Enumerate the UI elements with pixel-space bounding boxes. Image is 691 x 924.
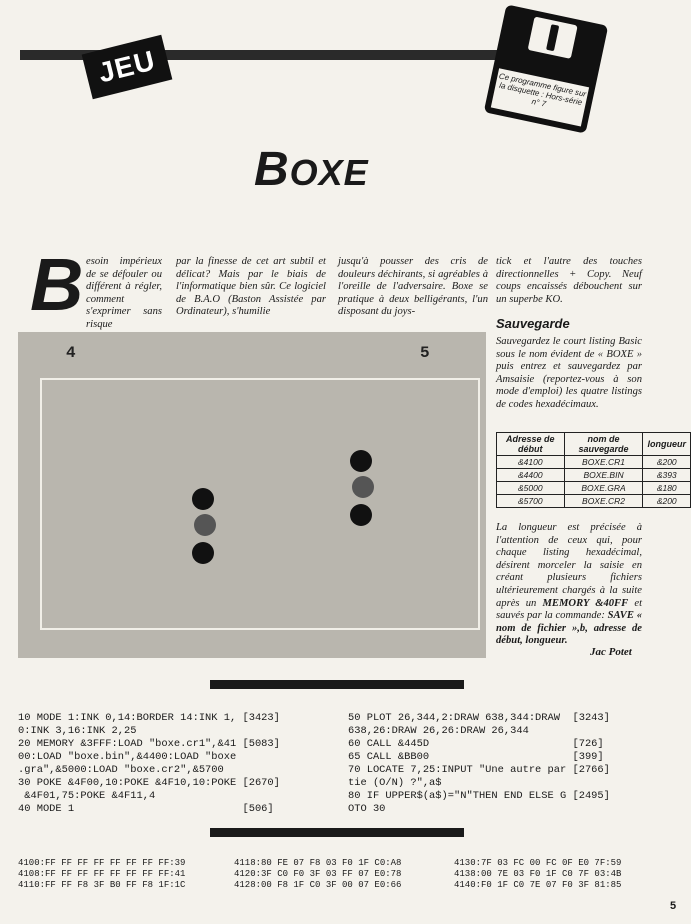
table-cell: BOXE.BIN: [564, 469, 643, 482]
body-column-1: esoin impérieux de se défouler ou différent à régler, comment s'exprimer sans risque: [86, 256, 162, 330]
boxing-ring: [40, 378, 480, 630]
score-right: 5: [420, 344, 430, 362]
table-cell: BOXE.CR1: [564, 456, 643, 469]
table-header: longueur: [643, 433, 691, 456]
basic-listing-left: 10 MODE 1:INK 0,14:BORDER 14:INK 1, [3423] 0:INK 3,16:INK 2,25 20 MEMORY &3FFF:LOAD "boxe.cr1",&41 [5083] 00:LOAD "boxe.bin",&4400:LOAD "boxe .gra",&5000:LOAD "boxe.cr2",&5700 30 POKE &4F00,10:POKE &4F10,10:POKE [2670] &4F01,75:POKE &4F11,4 40 MODE 1 [506]: [18, 712, 280, 815]
page-number: 5: [670, 900, 677, 912]
drop-cap: B: [30, 243, 84, 326]
table-header: nom de sauvegarde: [564, 433, 643, 456]
table-cell: &200: [643, 456, 691, 469]
game-screenshot: [18, 332, 486, 658]
table-header: Adresse de début: [497, 433, 565, 456]
table-cell: BOXE.GRA: [564, 482, 643, 495]
author-name: Jac Potet: [590, 646, 632, 658]
hex-listing-2: 4118:80 FE 07 F8 03 F0 1F C0:A8 4120:3F C0 F0 3F 03 FF 07 E0:78 4128:00 F8 1F C0 3F 00 07 E0:66: [234, 858, 402, 890]
table-cell: BOXE.CR2: [564, 495, 643, 508]
file-table: [496, 432, 691, 508]
table-row: [497, 495, 691, 508]
save-instructions: Sauvegardez le court listing Basic sous le nom évident de « BOXE » puis entrez et sauvegardez par Amsaisie (reportez-vous à son mode d'emploi) les quatre listings de codes hexadécimaux.: [496, 336, 642, 410]
hex-listing-1: 4100:FF FF FF FF FF FF FF FF:39 4108:FF FF FF FF FF FF FF FF:41 4110:FF FF F8 3F B0 FF F8 1F:1C: [18, 858, 186, 890]
table-cell: &393: [643, 469, 691, 482]
table-cell: &4400: [497, 469, 565, 482]
table-header-row: [497, 433, 691, 456]
article-title: BOXE: [254, 143, 369, 196]
score-left: 4: [66, 344, 76, 362]
table-row: [497, 482, 691, 495]
divider-rule: [210, 828, 464, 837]
table-cell: &4100: [497, 456, 565, 469]
hex-listing-3: 4130:7F 03 FC 00 FC 0F E0 7F:59 4138:00 7E 03 F0 1F C0 7F 03:4B 4140:F0 1F C0 7E 07 F0 3F 81:85: [454, 858, 622, 890]
table-cell: &5700: [497, 495, 565, 508]
table-cell: &200: [643, 495, 691, 508]
table-cell: &180: [643, 482, 691, 495]
disk-note: Ce programme figure sur la disquette : Hors-série n° 7: [491, 68, 589, 126]
table-cell: &5000: [497, 482, 565, 495]
section-badge: JEU: [82, 35, 173, 99]
memory-note: La longueur est précisée à l'attention de ceux qui, pour chaque listing hexadécimal, désirent morceler la saisie en créant plusieurs fichiers ultérieurement chargés à la suite après un MEMORY &40FF et sauvés par la commande: SAVE « nom de fichier »,b, adresse de début, longueur.: [496, 522, 643, 647]
table-row: [497, 456, 691, 469]
body-column-3: jusqu'à pousser des cris de douleurs déchirants, si agréables à l'oreille de l'adversaire. Boxe se pratique à deux belligérants, l'un disposant du joys-: [338, 256, 488, 318]
body-column-4: tick et l'autre des touches directionnelles + Copy. Neuf coups encaissés débouchent sur un superbe KO.: [496, 256, 642, 305]
table-row: [497, 469, 691, 482]
divider-rule: [210, 680, 464, 689]
section-heading: Sauvegarde: [496, 316, 570, 331]
body-column-2: par la finesse de cet art subtil et délicat? Mais par le biais de l'informatique bien sûr. Ce logiciel de B.A.O (Baston Assistée par Ordinateur), s'humilie: [176, 256, 326, 318]
basic-listing-right: 50 PLOT 26,344,2:DRAW 638,344:DRAW [3243] 638,26:DRAW 26,26:DRAW 26,344 60 CALL &445D [726] 65 CALL &BB00 [399] 70 LOCATE 7,25:INPUT "Une autre par [2766] tie (O/N) ?",a$ 80 IF UPPER$(a$)="N"THEN END ELSE G [2495] OTO 30: [348, 712, 610, 815]
floppy-disk-icon: [484, 4, 609, 133]
